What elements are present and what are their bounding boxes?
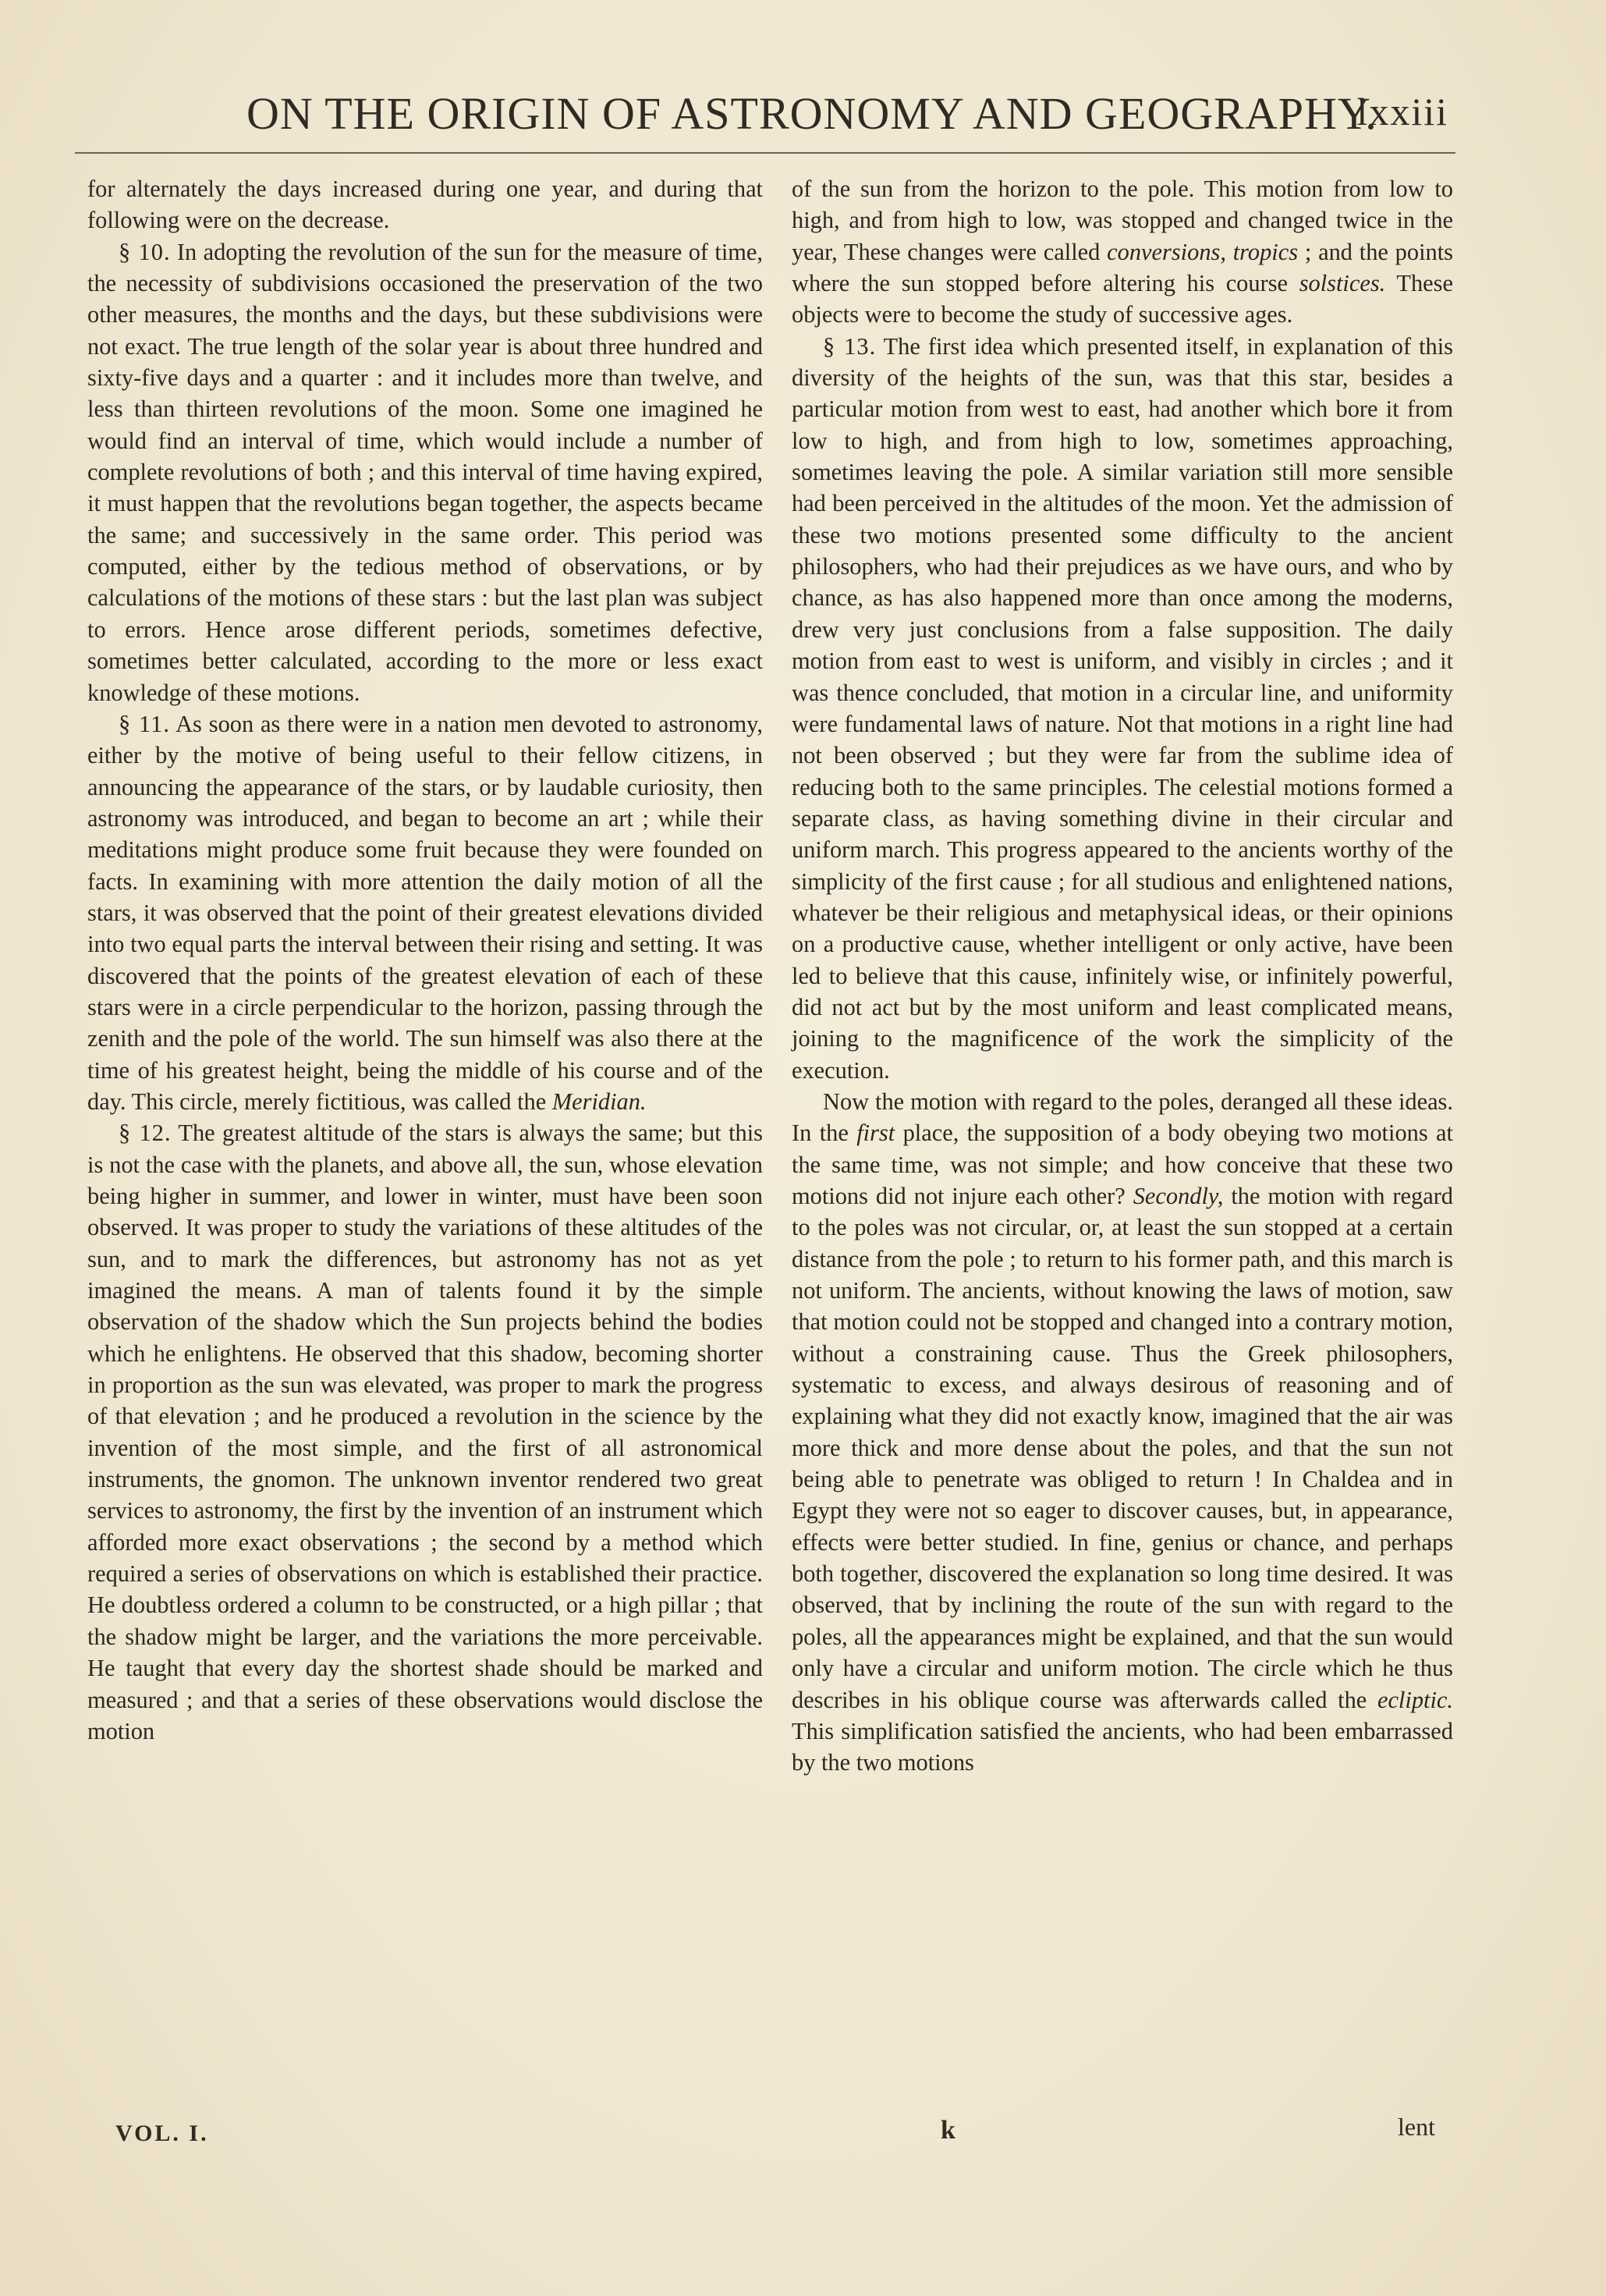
italic-term: solstices. [1299, 270, 1386, 297]
section-mark: § 11. [119, 710, 170, 737]
left-column [87, 173, 763, 1747]
paragraph-section-11 [87, 708, 763, 1117]
running-title: ON THE ORIGIN OF ASTRONOMY AND GEOGRAPHY. [246, 88, 1377, 139]
paragraph-text: This simplification satisfied the ancients, who had been embarrassed by the two motions [792, 1717, 1453, 1776]
paragraph-text: the motion with regard to the poles was not circular, or, at least the sun stopped at a certain distance from the pole ; to return to his former path, and this march is not uniform. The ancients, without knowing the laws of motion, saw that motion could not be stopped and changed into a contrary motion, without a constraining cause. Thus the Greek philosophers, systematic to excess, and always desirous of reasoning and of explaining what they did not exactly know, imagined that the air was more thick and more dense about the poles, and that the sun not being able to penetrate was obliged to return ! In Chaldea and in Egypt they were not so eager to discover causes, but, in appearance, effects were better studied. In fine, genius or chance, and perhaps both together, discovered the explanation so long time desired. It was observed, that by inclining the route of the sun with regard to the poles, all the appearances might be explained, and that the sun would only have a circular and uniform motion. The circle which he thus describes in his oblique course was afterwards called the [792, 1183, 1454, 1713]
paragraph-text: The greatest altitude of the stars is always the same; but this is not the case with the planets, and above all, the sun, whose elevation being higher in summer, and lower in winter, must have been soon observed. It was proper to study the variations of these altitudes of the sun, and to mark the differences, but astronomy has not as yet imagined the means. A man of talents found it by the simple observation of the shadow which the Sun projects behind the bodies which he enlightens. He observed that this shadow, becoming shorter in proportion as the sun was elevated, was proper to mark the progress of that elevation ; and he produced a revolution in the science by the invention of the most simple, and the first of all astronomical instruments, the gnomon. The unknown inventor rendered two great services to astronomy, the first by the invention of an instrument which afforded more exact observations ; the second by a method which required a series of observations on which is established their practice. He doubtless ordered a column to be constructed, or a high pillar ; that the shadow might be larger, and the variations the more perceivable. He taught that every day the shortest shade should be marked and measured ; and that a series of these observations would disclose the motion [87, 1120, 763, 1744]
paragraph-text: Now the motion with regard to the poles, deranged all these ideas. In the [792, 1088, 1453, 1147]
paragraph-text: for alternately the days increased during one year, and during that following were on the decrease. [87, 176, 763, 234]
italic-term: Meridian. [551, 1088, 647, 1115]
paragraph-text: place, the supposition of a body obeying two motions at the same time, was not simple; and how conceive that these two motions did not injure each other? [792, 1120, 1453, 1209]
paragraph [87, 173, 763, 236]
paragraph-text: These objects were to become the study of successive ages. [792, 270, 1453, 328]
section-mark: § 12. [119, 1120, 172, 1147]
paragraph-text: ; and the points where the sun stopped before altering his course [792, 238, 1453, 297]
signature-mark: k [941, 2116, 955, 2145]
catchword: lent [1398, 2113, 1435, 2141]
italic-term: first [856, 1120, 895, 1147]
paragraph-section-12 [87, 1117, 763, 1747]
section-mark: § 10. [119, 238, 171, 265]
paragraph-text: The first idea which presented itself, in explanation of this diversity of the heights of the sun, was that this star, besides a particular motion from west to east, had another which bore it from low to high, and from high to low, sometimes approaching, sometimes leaving the pole. A similar variation still more sensible had been perceived in the altitudes of the moon. Yet the admission of these two motions presented some difficulty to the ancient philosophers, who had their prejudices as we have ours, and who by chance, as has also happened more than once among the moderns, drew very just conclusions from a false supposition. The daily motion from east to west is uniform, and visibly in circles ; and it was thence concluded, that motion in a circular line, and uniformity were fundamental laws of nature. Not that motions in a right line had not been observed ; but they were far from the sublime idea of reducing both to the same principles. The celestial motions formed a separate class, as having something divine in their circular and uniform march. This progress appeared to the ancients worthy of the simplicity of the first cause ; for all studious and enlightened nations, whatever be their religious and metaphysical ideas, or their opinions on a productive cause, whether intelligent or only active, have been led to believe that this cause, infinitely wise, or infinitely powerful, did not act but by the most uniform and least complicated means, joining to the magnificence of the work the simplicity of the execution. [792, 332, 1453, 1084]
italic-term: conversions, tropics [1107, 238, 1299, 265]
right-column [792, 173, 1453, 1779]
running-header [246, 87, 1448, 142]
italic-term: ecliptic. [1377, 1686, 1453, 1713]
paragraph [792, 173, 1453, 331]
paragraph-text: As soon as there were in a nation men devoted to astronomy, either by the motive of being useful to their fellow citizens, in announcing the appearance of the stars, or by laudable curiosity, then astronomy was introduced, and began to become an art ; while their meditations might produce some fruit because they were founded on facts. In examining with more attention the daily motion of all the stars, it was observed that the point of their greatest elevations divided into two equal parts the interval between their rising and setting. It was discovered that the points of the greatest elevation of each of these stars were in a circle perpendicular to the horizon, passing through the zenith and the pole of the world. The sun himself was also there at the time of his greatest height, being the middle of his course and of the day. This circle, merely fictitious, was called the [87, 710, 764, 1115]
paragraph [792, 1086, 1453, 1779]
paragraph-text: In adopting the revolution of the sun for the measure of time, the necessity of subdivisions occasioned the preservation of the two other measures, the months and the days, but these subdivisions were not exact. The true length of the solar year is about three hundred and sixty-five days and a quarter : and it includes more than twelve, and less than thirteen revolutions of the moon. Some one imagined he would find an interval of time, which would include a number of complete revolutions of both ; and this interval of time having expired, it must happen that the revolutions began together, the aspects became the same; and successively in the same order. This period was computed, either by the tedious method of observations, or by calculations of the motions of these stars : but the last plan was subject to errors. Hence arose different periods, sometimes defective, sometimes better calculated, according to the more or less exact knowledge of these motions. [87, 238, 764, 706]
header-rule [75, 152, 1455, 154]
italic-term: Secondly, [1133, 1183, 1224, 1209]
page-number: lxxiii [1356, 90, 1448, 133]
paragraph-section-10 [87, 236, 763, 708]
section-mark: § 13. [823, 332, 877, 360]
volume-signature: VOL. I. [115, 2120, 209, 2146]
paragraph-section-13 [792, 331, 1453, 1086]
paragraph-text: of the sun from the horizon to the pole. This motion from low to high, and from high to low, was stopped and changed twice in the year, These changes were called [792, 176, 1453, 265]
